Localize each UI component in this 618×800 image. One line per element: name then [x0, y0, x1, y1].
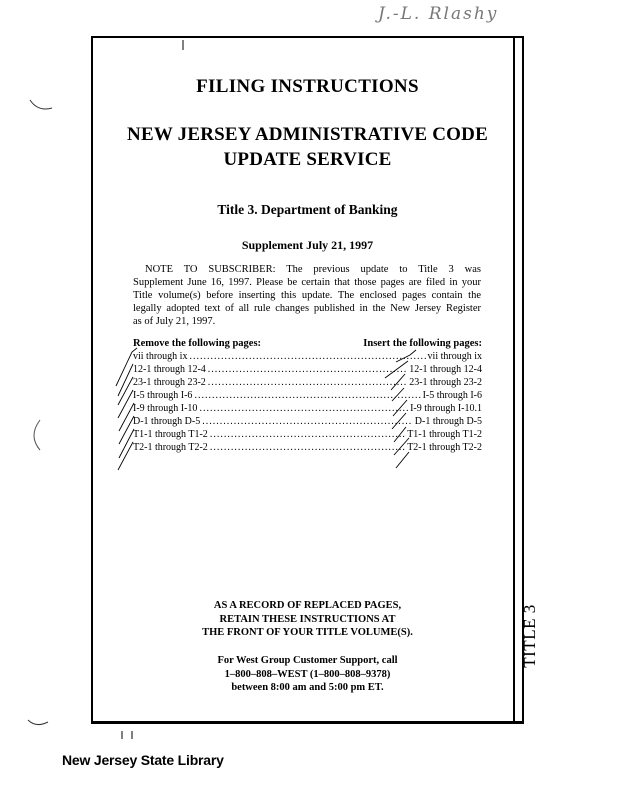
insert-header: Insert the following pages: [363, 338, 482, 349]
table-row [133, 350, 482, 363]
leader-dots [208, 376, 407, 389]
remove-pages: I-9 through I-10 [133, 403, 198, 414]
library-stamp: New Jersey State Library [62, 752, 224, 768]
supplement-date: Supplement July 21, 1997 [241, 238, 374, 252]
record-line: RETAIN THESE INSTRUCTIONS AT [219, 613, 396, 625]
customer-support [91, 654, 524, 695]
table-row [133, 402, 482, 415]
remove-pages: T1-1 through T1-2 [133, 429, 208, 440]
note-line: Supplement June 16, 1997. Please be certain that those pages are filed in your [133, 277, 481, 288]
table-row [133, 441, 482, 454]
title-section: Title 3. Department of Banking [217, 202, 398, 217]
insert-pages: 23-1 through 23-2 [409, 377, 482, 388]
note-line: NOTE TO SUBSCRIBER: The previous update to Title 3 was [145, 264, 481, 275]
support-line: between 8:00 am and 5:00 pm ET. [231, 682, 384, 693]
record-line: THE FRONT OF YOUR TITLE VOLUME(S). [202, 627, 413, 638]
insert-pages: I-5 through I-6 [422, 390, 482, 401]
leader-dots [210, 428, 405, 441]
binder-hole-mark [34, 420, 40, 450]
remove-pages: I-5 through I-6 [133, 390, 193, 401]
support-phone: 1–800–808–WEST (1–800–808–9378) [224, 668, 391, 680]
insert-pages: T2-1 through T2-2 [407, 442, 482, 453]
remove-pages: 12-1 through 12-4 [133, 364, 206, 375]
record-line: AS A RECORD OF REPLACED PAGES, [213, 600, 402, 611]
insert-pages: 12-1 through 12-4 [409, 364, 482, 375]
remove-header: Remove the following pages: [133, 338, 262, 349]
subtitle-line: NEW JERSEY ADMINISTRATIVE CODE [127, 124, 488, 145]
insert-pages: vii through ix [427, 351, 482, 362]
record-instructions [91, 599, 524, 640]
subtitle-line: UPDATE SERVICE [223, 149, 392, 170]
remove-pages: vii through ix [133, 351, 188, 362]
support-line: For West Group Customer Support, call [217, 655, 398, 666]
document-subtitle [91, 122, 524, 172]
binder-hole-mark [30, 100, 52, 109]
note-line: as of July 21, 1997. [133, 316, 216, 327]
table-row [133, 363, 482, 376]
table-row [133, 428, 482, 441]
binder-hole-mark [28, 720, 48, 725]
leader-dots [194, 389, 420, 402]
table-row [133, 376, 482, 389]
insert-pages: I-9 through I-10.1 [410, 403, 482, 414]
leader-dots [208, 363, 407, 376]
insert-pages: D-1 through D-5 [414, 416, 482, 427]
note-line: Title volume(s) before inserting this update. The enclosed pages contain the [133, 290, 481, 301]
insert-pages: T1-1 through T1-2 [407, 429, 482, 440]
tab-label-text: TITLE 3 [520, 604, 539, 668]
table-row [133, 389, 482, 402]
table-row [133, 415, 482, 428]
document-title: FILING INSTRUCTIONS [196, 76, 419, 97]
leader-dots [210, 441, 405, 454]
note-line: legally adopted text of all rule changes published in the New Jersey Register [133, 303, 481, 314]
leader-dots [189, 350, 425, 363]
handwritten-annotation: J.-L. Rlashy [378, 4, 499, 24]
remove-pages: T2-1 through T2-2 [133, 442, 208, 453]
leader-dots [199, 402, 408, 415]
remove-pages: D-1 through D-5 [133, 416, 201, 427]
remove-pages: 23-1 through 23-2 [133, 377, 206, 388]
leader-dots [202, 415, 413, 428]
note-to-subscriber [133, 263, 481, 328]
